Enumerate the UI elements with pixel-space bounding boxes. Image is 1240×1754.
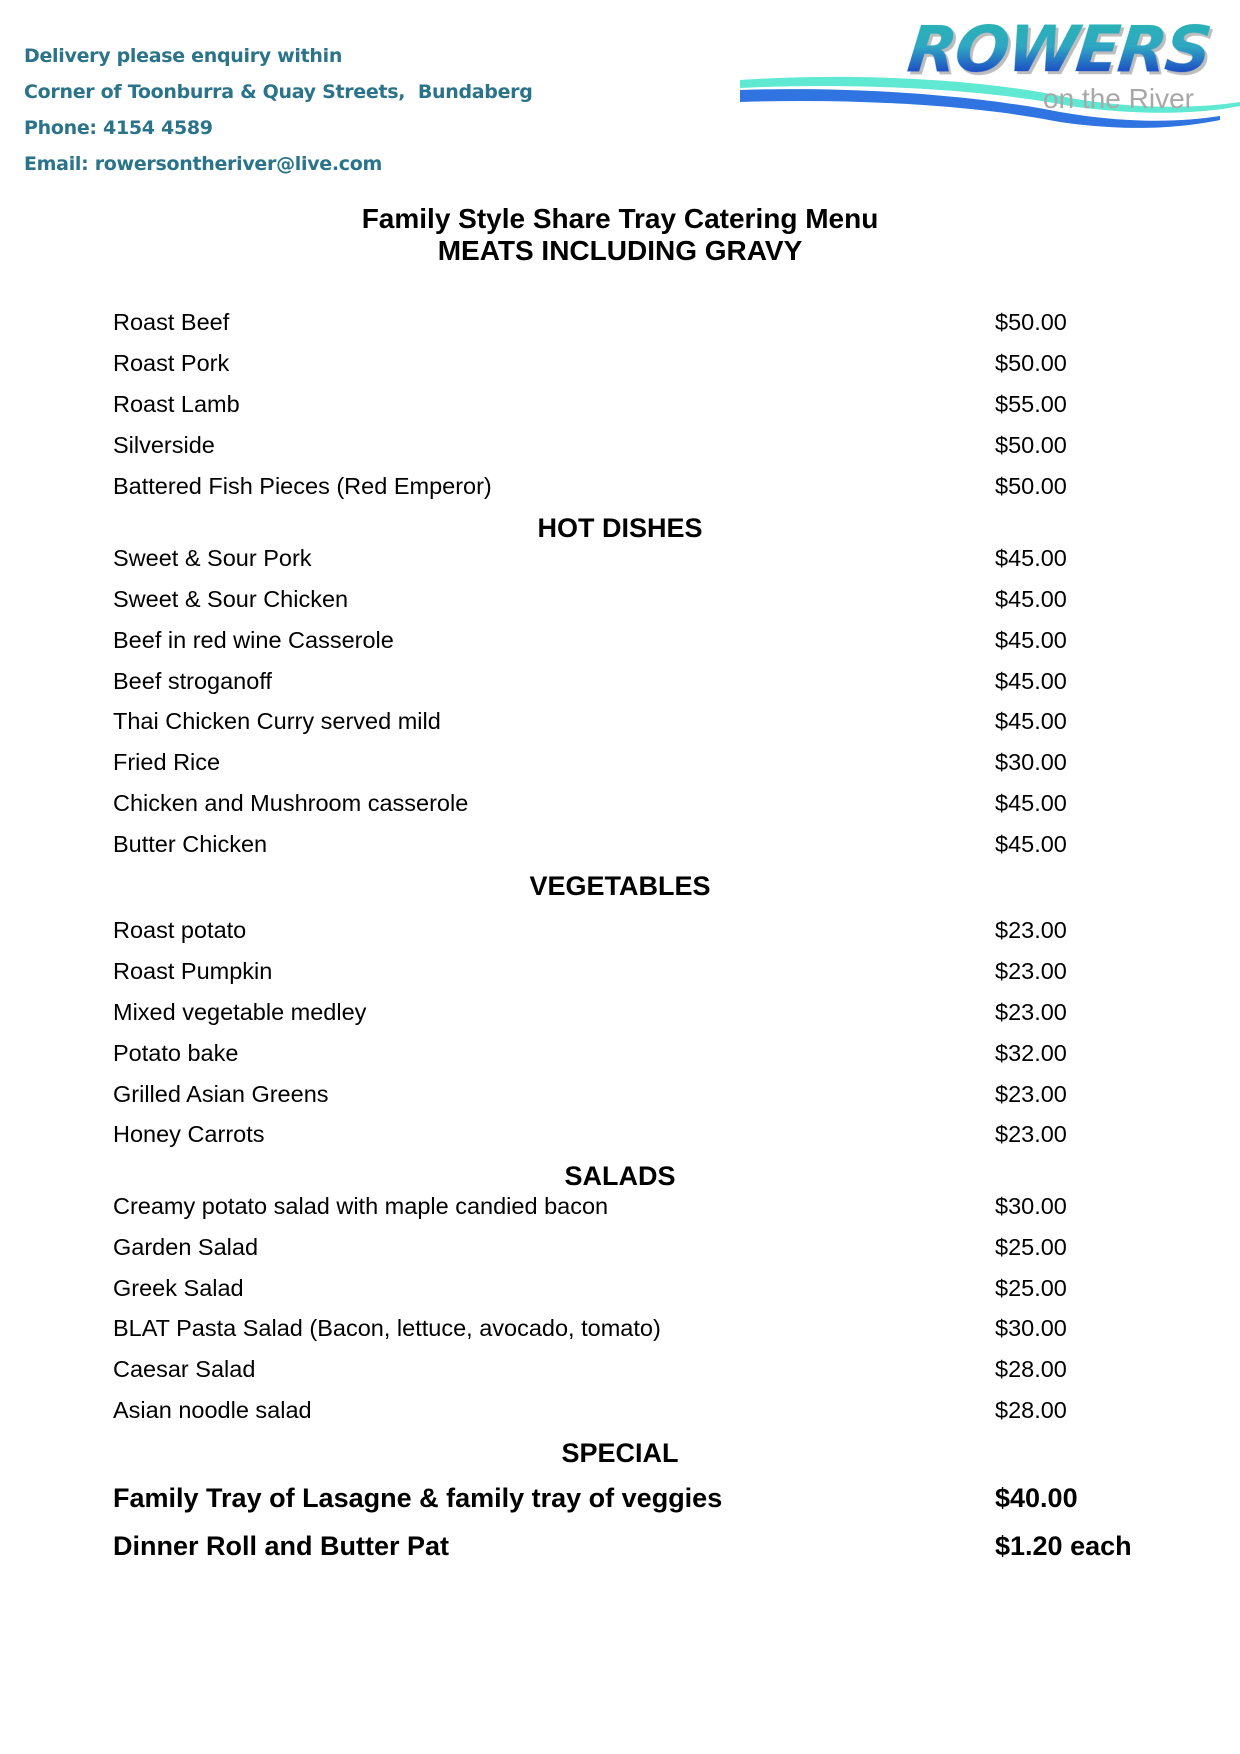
- menu-item: [113, 1353, 1140, 1385]
- item-name: Roast Beef: [113, 309, 230, 335]
- address: Corner of Toonburra & Quay Streets, Bundaberg: [24, 81, 533, 103]
- item-price: $25.00: [995, 1275, 1067, 1301]
- item-name: Creamy potato salad with maple candied bacon: [113, 1193, 609, 1219]
- item-name: Thai Chicken Curry served mild: [113, 708, 441, 734]
- item-name: Butter Chicken: [113, 831, 268, 857]
- item-name: Garden Salad: [113, 1234, 259, 1260]
- special-item: [113, 1526, 1140, 1566]
- menu-item: [113, 1078, 1140, 1110]
- section-heading-hot-dishes: HOT DISHES: [537, 513, 703, 543]
- item-price: $23.00: [995, 917, 1067, 943]
- item-price: $30.00: [995, 1193, 1067, 1219]
- item-name: Chicken and Mushroom casserole: [113, 790, 469, 816]
- delivery-note: Delivery please enquiry within: [24, 45, 343, 67]
- menu-item: [113, 955, 1140, 987]
- item-name: Caesar Salad: [113, 1356, 256, 1382]
- item-price: $23.00: [995, 958, 1067, 984]
- menu-item: [113, 388, 1140, 420]
- item-price: $23.00: [995, 999, 1067, 1025]
- rowers-logo: [740, 10, 1240, 140]
- logo-tagline: on the River: [1043, 83, 1194, 114]
- menu-item: [113, 705, 1140, 737]
- menu-item: [113, 1118, 1140, 1150]
- menu-item: [113, 1272, 1140, 1304]
- menu-item: [113, 429, 1140, 461]
- item-price: $50.00: [995, 350, 1067, 376]
- email: Email: rowersontheriver@live.com: [24, 153, 383, 175]
- menu-item: [113, 1037, 1140, 1069]
- item-name: Roast Pumpkin: [113, 958, 273, 984]
- item-price: $40.00: [995, 1483, 1078, 1513]
- item-price: $23.00: [995, 1081, 1067, 1107]
- item-name: Sweet & Sour Chicken: [113, 586, 349, 612]
- menu-item: [113, 1312, 1140, 1344]
- menu-item: [113, 624, 1140, 656]
- item-name: Silverside: [113, 432, 215, 458]
- item-price: $45.00: [995, 586, 1067, 612]
- item-price: $50.00: [995, 473, 1067, 499]
- item-price: $25.00: [995, 1234, 1067, 1260]
- menu-item: [113, 1231, 1140, 1263]
- item-name: BLAT Pasta Salad (Bacon, lettuce, avocado, tomato): [113, 1315, 661, 1341]
- menu-item: [113, 996, 1140, 1028]
- item-price: $45.00: [995, 708, 1067, 734]
- menu-item: [113, 1394, 1140, 1426]
- menu-item: [113, 347, 1140, 379]
- menu-item: [113, 306, 1140, 338]
- item-price: $50.00: [995, 309, 1067, 335]
- contact-info: [24, 38, 533, 182]
- section-heading-vegetables: VEGETABLES: [529, 871, 711, 901]
- item-name: Dinner Roll and Butter Pat: [113, 1531, 450, 1561]
- item-name: Roast Lamb: [113, 391, 240, 417]
- page-title: Family Style Share Tray Catering Menu: [361, 203, 879, 234]
- item-price: $50.00: [995, 432, 1067, 458]
- item-price: $23.00: [995, 1121, 1067, 1147]
- special-item: [113, 1478, 1140, 1518]
- menu-item: [113, 470, 1140, 502]
- item-name: Greek Salad: [113, 1275, 244, 1301]
- menu-item: [113, 542, 1140, 574]
- phone: Phone: 4154 4589: [24, 117, 213, 139]
- item-name: Fried Rice: [113, 749, 221, 775]
- item-price: $32.00: [995, 1040, 1067, 1066]
- menu-item: [113, 746, 1140, 778]
- item-price: $45.00: [995, 831, 1067, 857]
- item-name: Mixed vegetable medley: [113, 999, 367, 1025]
- item-name: Asian noodle salad: [113, 1397, 312, 1423]
- item-name: Family Tray of Lasagne & family tray of veggies: [113, 1483, 723, 1513]
- item-name: Beef stroganoff: [113, 668, 272, 694]
- menu-titles: [0, 203, 1240, 267]
- item-name: Roast Pork: [113, 350, 230, 376]
- menu-item: [113, 1190, 1140, 1222]
- menu-item: [113, 914, 1140, 946]
- item-name: Potato bake: [113, 1040, 239, 1066]
- menu-item: [113, 665, 1140, 697]
- section-heading-special: SPECIAL: [561, 1438, 679, 1468]
- item-price: $30.00: [995, 749, 1067, 775]
- item-price: $28.00: [995, 1397, 1067, 1423]
- item-name: Honey Carrots: [113, 1121, 265, 1147]
- item-name: Battered Fish Pieces (Red Emperor): [113, 473, 492, 499]
- section-heading-meats: MEATS INCLUDING GRAVY: [437, 235, 803, 266]
- item-price: $45.00: [995, 668, 1067, 694]
- item-name: Roast potato: [113, 917, 247, 943]
- item-name: Sweet & Sour Pork: [113, 545, 312, 571]
- menu-item: [113, 787, 1140, 819]
- item-price: $45.00: [995, 790, 1067, 816]
- item-price: $45.00: [995, 545, 1067, 571]
- logo-wordmark: ROWERS: [904, 13, 1214, 87]
- menu-item: [113, 583, 1140, 615]
- menu-item: [113, 828, 1140, 860]
- section-heading-salads: SALADS: [564, 1161, 676, 1191]
- item-price: $1.20 each: [995, 1531, 1132, 1561]
- item-price: $55.00: [995, 391, 1067, 417]
- item-name: Beef in red wine Casserole: [113, 627, 394, 653]
- item-price: $45.00: [995, 627, 1067, 653]
- item-price: $30.00: [995, 1315, 1067, 1341]
- item-price: $28.00: [995, 1356, 1067, 1382]
- item-name: Grilled Asian Greens: [113, 1081, 329, 1107]
